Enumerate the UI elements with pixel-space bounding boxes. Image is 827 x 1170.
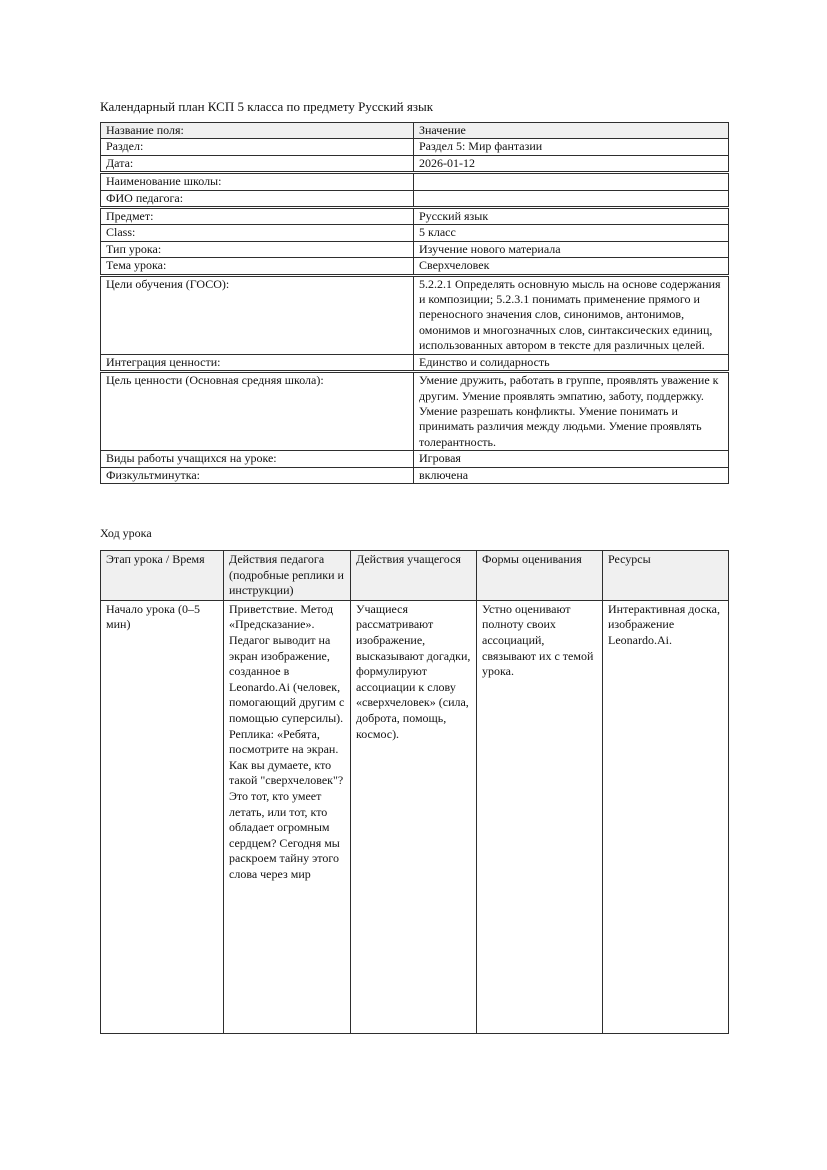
field-label: Интеграция ценности: <box>101 354 414 371</box>
info-row-values-integration <box>101 354 729 371</box>
col-header-student-actions: Действия учащегося <box>351 551 477 601</box>
lesson-flow-table <box>100 550 729 1034</box>
field-value <box>414 173 729 190</box>
col-header-stage: Этап урока / Время <box>101 551 224 601</box>
cell-assessment-text: Устно оценивают полноту своих ассоциаций, связывают их с темой урока. <box>482 601 594 679</box>
field-value <box>414 190 729 207</box>
cell-stage <box>101 600 224 1033</box>
col-header-assessment: Формы оценивания <box>477 551 603 601</box>
info-header-field-label: Название поля: <box>101 123 414 139</box>
cell-resources-text: Интерактивная доска, изображение Leonardo.Ai. <box>608 601 720 647</box>
info-row-date <box>101 155 729 172</box>
info-row-class <box>101 225 729 241</box>
cell-resources <box>603 600 729 1033</box>
info-row-work-types <box>101 451 729 467</box>
col-header-teacher-actions: Действия педагога (подробные реплики и инструкции) <box>224 551 351 601</box>
info-row-phys-minute <box>101 467 729 483</box>
info-row-lesson-topic <box>101 258 729 275</box>
field-label: Наименование школы: <box>101 173 414 190</box>
info-row-lesson-type <box>101 241 729 257</box>
field-value: Сверхчеловек <box>414 258 729 275</box>
field-value: Умение дружить, работать в группе, проявлять уважение к другим. Умение проявлять эмпатию, заботу, поддержку. Умение разрешать конфликты. Умение понимать и принимать различия между людьми. Умение проявлять толерантность. <box>414 372 729 451</box>
info-row-teacher <box>101 190 729 207</box>
field-value: Единство и солидарность <box>414 354 729 371</box>
field-value: включена <box>414 467 729 483</box>
cell-teacher-actions-text: Приветствие. Метод «Предсказание». Педагог выводит на экран изображение, созданное в Leonardo.Ai (человек, помогающий другим с помощью суперсилы). Реплика: «Ребята, посмотрите на экран. Как вы думаете, кто такой "сверхчеловек"? Это тот, кто умеет летать, или тот, кто обладает огромным сердцем? Сегодня мы раскроем тайну этого слова через мир <box>229 601 345 881</box>
lesson-stage-row <box>101 600 729 1033</box>
info-row-subject <box>101 208 729 225</box>
field-label: Class: <box>101 225 414 241</box>
info-row-section <box>101 139 729 155</box>
info-header-value-label: Значение <box>414 123 729 139</box>
field-label: Физкультминутка: <box>101 467 414 483</box>
info-row-values-goal <box>101 372 729 451</box>
cell-teacher-actions <box>224 600 351 1033</box>
field-label: Виды работы учащихся на уроке: <box>101 451 414 467</box>
field-label: Тема урока: <box>101 258 414 275</box>
field-label: Дата: <box>101 155 414 172</box>
lesson-table-header-row <box>101 551 729 601</box>
cell-student-actions <box>351 600 477 1033</box>
lesson-info-table <box>100 122 729 484</box>
field-label: Раздел: <box>101 139 414 155</box>
cell-stage-text: Начало урока (0–5 мин) <box>106 601 200 632</box>
cell-student-actions-text: Учащиеся рассматривают изображение, высказывают догадки, формулируют ассоциации к слову «сверхчеловек» (сила, доброта, помощь, космос). <box>356 601 471 741</box>
field-value: 5 класс <box>414 225 729 241</box>
field-value: Игровая <box>414 451 729 467</box>
field-value: Раздел 5: Мир фантазии <box>414 139 729 155</box>
field-value: Изучение нового материала <box>414 241 729 257</box>
info-row-school <box>101 173 729 190</box>
field-label: Тип урока: <box>101 241 414 257</box>
col-header-resources: Ресурсы <box>603 551 729 601</box>
field-value: 2026-01-12 <box>414 155 729 172</box>
field-label: Предмет: <box>101 208 414 225</box>
field-value: 5.2.2.1 Определять основную мысль на основе содержания и композиции; 5.2.3.1 понимать применение прямого и переносного значения слов, синонимов, антонимов, омонимов и многозначных слов, синтаксических единиц, использованных автором в тексте для различных целей. <box>414 275 729 354</box>
section-heading: Ход урока <box>100 526 152 540</box>
info-header-row <box>101 123 729 139</box>
info-row-learning-goals <box>101 275 729 354</box>
field-label: ФИО педагога: <box>101 190 414 207</box>
field-label: Цель ценности (Основная средняя школа): <box>101 372 414 451</box>
cell-assessment <box>477 600 603 1033</box>
field-value: Русский язык <box>414 208 729 225</box>
doc-title: Календарный план КСП 5 класса по предмету Русский язык <box>100 99 434 114</box>
field-label: Цели обучения (ГОСО): <box>101 275 414 354</box>
